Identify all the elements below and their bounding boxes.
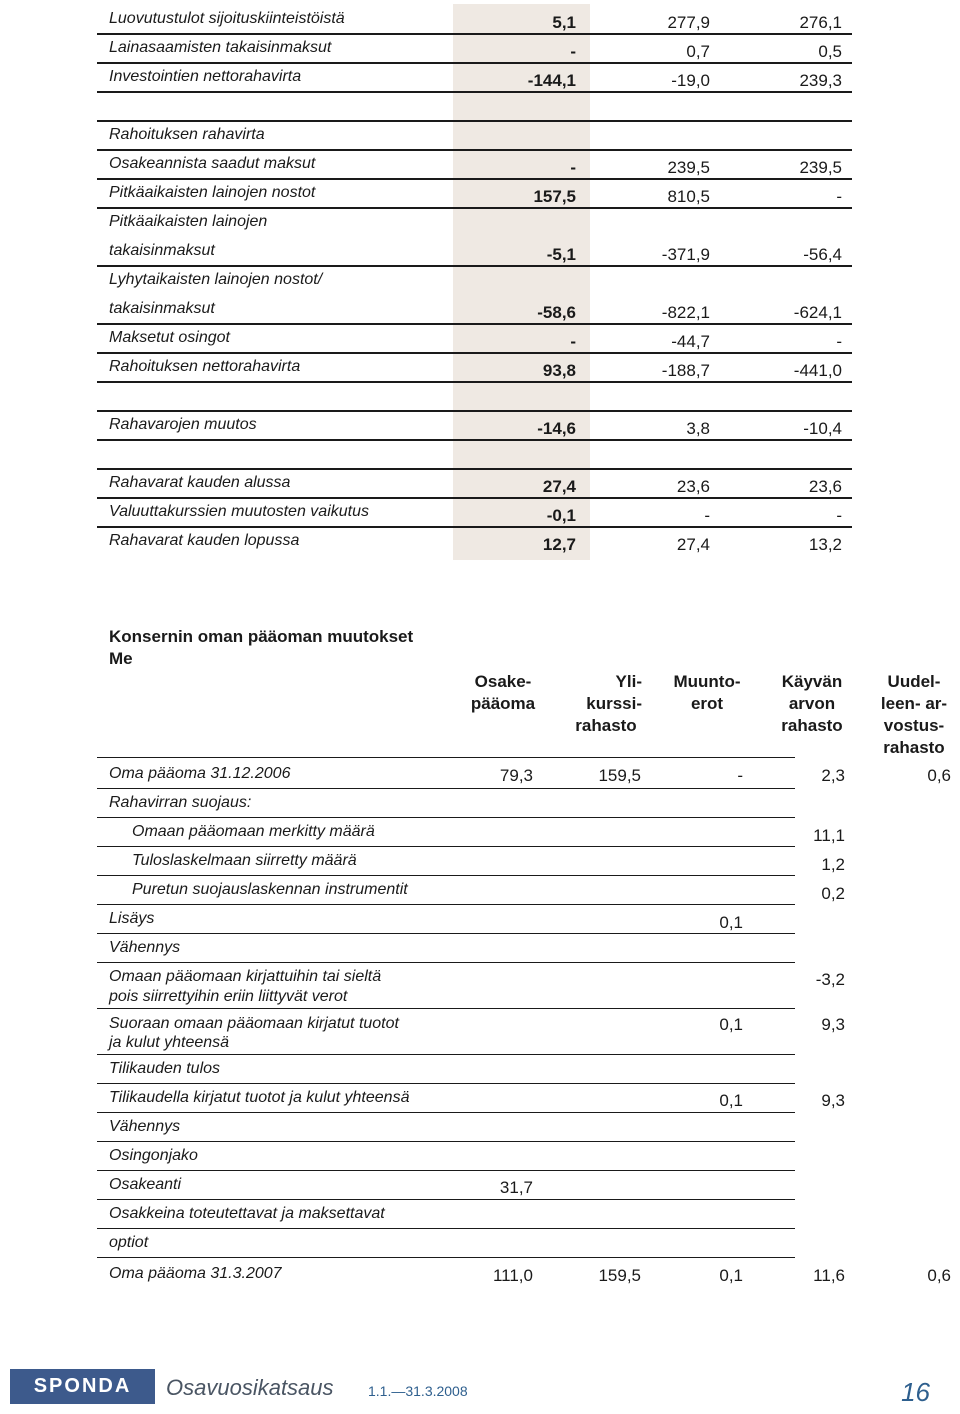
table-row bbox=[0, 1142, 960, 1171]
value-year: 239,3 bbox=[799, 71, 842, 90]
value-current: -58,6 bbox=[537, 303, 576, 322]
table-row bbox=[0, 1113, 960, 1142]
row-label: Tilikauden tulos bbox=[109, 1060, 221, 1077]
row-label: Osakeannista saadut maksut bbox=[109, 155, 316, 172]
logo-text: SPONDA bbox=[33, 1375, 132, 1397]
table-row bbox=[0, 963, 960, 1009]
equity-table-title bbox=[109, 626, 413, 670]
value-year: 239,5 bbox=[799, 158, 842, 177]
header-line: Käyvän bbox=[781, 672, 843, 691]
row-label: Maksetut osingot bbox=[109, 329, 230, 346]
value-prior: -371,9 bbox=[661, 245, 710, 264]
row-label: takaisinmaksut bbox=[109, 300, 215, 317]
row-label: Lainasaamisten takaisinmaksut bbox=[109, 39, 332, 56]
value-year: 23,6 bbox=[808, 477, 842, 496]
table-row bbox=[0, 1258, 960, 1287]
table-row bbox=[0, 236, 960, 265]
value-prior: 239,5 bbox=[667, 158, 710, 177]
value-prior: -822,1 bbox=[661, 303, 710, 322]
row-label: Luovutustulot sijoituskiinteistöistä bbox=[109, 10, 345, 27]
value-fair-value: 2,3 bbox=[821, 766, 845, 785]
value-year: 276,1 bbox=[799, 13, 842, 32]
value-prior: - bbox=[704, 506, 710, 525]
row-label-continued: pois siirrettyihin eriin liittyvät verot bbox=[109, 988, 348, 1005]
report-title: Osavuosikatsaus bbox=[166, 1375, 334, 1400]
row-label: Pitkäaikaisten lainojen nostot bbox=[109, 184, 316, 201]
value-prior: 277,9 bbox=[667, 13, 710, 32]
value-current: -0,1 bbox=[546, 506, 576, 525]
row-label: Puretun suojauslaskennan instrumentit bbox=[132, 881, 408, 898]
row-label: Osakkeina toteutettavat ja maksettavat bbox=[109, 1205, 385, 1222]
column-header-translation bbox=[666, 671, 748, 715]
row-label-continued: ja kulut yhteensä bbox=[109, 1034, 230, 1051]
table-row bbox=[0, 4, 960, 33]
header-line: kurssi- bbox=[586, 694, 642, 713]
value-year: -10,4 bbox=[803, 419, 842, 438]
value-prior: 0,7 bbox=[686, 42, 710, 61]
value-current: 12,7 bbox=[542, 535, 576, 554]
row-label: Rahavarat kauden alussa bbox=[109, 474, 291, 491]
value-prior: 3,8 bbox=[686, 419, 710, 438]
table-row bbox=[0, 178, 960, 207]
header-line: Muunto- bbox=[673, 672, 741, 691]
value-fair-value: -3,2 bbox=[815, 970, 845, 989]
row-label: Rahoituksen nettorahavirta bbox=[109, 358, 301, 375]
table-row bbox=[0, 294, 960, 323]
value-year: - bbox=[836, 506, 842, 525]
header-line: rahasto bbox=[781, 716, 843, 735]
value-fair-value: 0,2 bbox=[821, 884, 845, 903]
table-row bbox=[0, 1009, 960, 1055]
header-line: pääoma bbox=[470, 694, 536, 713]
column-header-revaluation bbox=[872, 671, 956, 759]
value-fair-value: 9,3 bbox=[821, 1015, 845, 1034]
row-label: Lyhytaikaisten lainojen nostot/ bbox=[109, 271, 323, 288]
row-label: Suoraan omaan pääomaan kirjatut tuotot bbox=[109, 1015, 399, 1032]
value-current: 27,4 bbox=[542, 477, 576, 496]
header-line: arvon bbox=[788, 694, 836, 713]
row-label: Tilikaudella kirjatut tuotot ja kulut yhteensä bbox=[109, 1089, 410, 1106]
table-row bbox=[0, 91, 960, 120]
value-prior: 810,5 bbox=[667, 187, 710, 206]
value-prior: -188,7 bbox=[661, 361, 710, 380]
unit-line: Me bbox=[109, 649, 133, 668]
value-current: - bbox=[570, 42, 576, 61]
value-fair-value: 9,3 bbox=[821, 1091, 845, 1110]
table-row bbox=[0, 149, 960, 178]
header-line: erot bbox=[690, 694, 724, 713]
table-row bbox=[0, 468, 960, 497]
row-label: Rahavarojen muutos bbox=[109, 416, 257, 433]
value-translation: - bbox=[737, 766, 743, 785]
table-row bbox=[0, 439, 960, 468]
value-prior: -44,7 bbox=[671, 332, 710, 351]
row-label: Omaan pääomaan kirjattuihin tai sieltä bbox=[109, 968, 382, 985]
header-divider bbox=[97, 757, 795, 758]
value-fair-value: 11,6 bbox=[813, 1266, 845, 1285]
table-row bbox=[0, 33, 960, 62]
row-label: Rahavirran suojaus: bbox=[109, 794, 252, 811]
sponda-logo bbox=[10, 1369, 155, 1404]
table-row bbox=[0, 1055, 960, 1084]
row-label: Vähennys bbox=[109, 1118, 181, 1135]
row-label: optiot bbox=[109, 1234, 149, 1251]
row-label: Oma pääoma 31.12.2006 bbox=[109, 765, 291, 782]
value-revaluation: 0,6 bbox=[927, 1266, 951, 1285]
row-label: Rahavarat kauden lopussa bbox=[109, 532, 300, 549]
table-row bbox=[0, 847, 960, 876]
value-year: 13,2 bbox=[808, 535, 842, 554]
value-current: -5,1 bbox=[546, 245, 576, 264]
page-number: 16 bbox=[901, 1377, 930, 1407]
column-header-fair-value bbox=[772, 671, 852, 737]
row-label: Valuuttakurssien muutosten vaikutus bbox=[109, 503, 369, 520]
value-prior: 27,4 bbox=[676, 535, 710, 554]
value-year: -56,4 bbox=[803, 245, 842, 264]
value-translation: 0,1 bbox=[719, 1015, 743, 1034]
row-label: Lisäys bbox=[109, 910, 155, 927]
table-row bbox=[0, 323, 960, 352]
value-prior: -19,0 bbox=[671, 71, 710, 90]
value-current: -144,1 bbox=[527, 71, 576, 90]
value-year: 0,5 bbox=[818, 42, 842, 61]
value-translation: 0,1 bbox=[719, 1266, 743, 1285]
table-row bbox=[0, 1084, 960, 1113]
table-row bbox=[0, 410, 960, 439]
header-line: vostus- bbox=[883, 716, 945, 735]
value-share-capital: 111,0 bbox=[492, 1266, 533, 1285]
row-label: takaisinmaksut bbox=[109, 242, 215, 259]
value-share-premium: 159,5 bbox=[598, 1266, 641, 1285]
value-share-capital: 31,7 bbox=[499, 1178, 533, 1197]
value-fair-value: 11,1 bbox=[813, 826, 845, 845]
row-label: Oma pääoma 31.3.2007 bbox=[109, 1265, 282, 1282]
title-line: Konsernin oman pääoman muutokset bbox=[109, 627, 414, 646]
table-row bbox=[0, 934, 960, 963]
value-share-capital: 79,3 bbox=[499, 766, 533, 785]
value-revaluation: 0,6 bbox=[927, 766, 951, 785]
row-label: Tuloslaskelmaan siirretty määrä bbox=[132, 852, 357, 869]
table-row bbox=[0, 1171, 960, 1200]
table-row bbox=[0, 789, 960, 818]
value-current: 157,5 bbox=[533, 187, 576, 206]
column-header-share-premium bbox=[566, 671, 646, 737]
value-current: - bbox=[570, 332, 576, 351]
value-current: 93,8 bbox=[542, 361, 576, 380]
cashflow-table bbox=[0, 0, 960, 560]
table-row bbox=[0, 120, 960, 149]
table-row bbox=[0, 62, 960, 91]
row-label: Rahoituksen rahavirta bbox=[109, 126, 265, 143]
value-share-premium: 159,5 bbox=[598, 766, 641, 785]
value-translation: 0,1 bbox=[719, 913, 743, 932]
table-row bbox=[0, 1229, 960, 1258]
row-label: Osingonjako bbox=[109, 1147, 198, 1164]
row-label: Osakeanti bbox=[109, 1176, 182, 1193]
row-label: Pitkäaikaisten lainojen bbox=[109, 213, 268, 230]
table-row bbox=[0, 1200, 960, 1229]
row-label: Vähennys bbox=[109, 939, 181, 956]
table-row bbox=[0, 818, 960, 847]
header-line: rahasto bbox=[575, 716, 637, 735]
value-year: - bbox=[836, 332, 842, 351]
value-year: -624,1 bbox=[793, 303, 842, 322]
table-row bbox=[0, 381, 960, 410]
table-row bbox=[0, 265, 960, 294]
value-current: -14,6 bbox=[537, 419, 576, 438]
table-row bbox=[0, 352, 960, 381]
header-line: rahasto bbox=[883, 738, 945, 757]
value-fair-value: 1,2 bbox=[821, 855, 845, 874]
header-line: Osake- bbox=[474, 672, 532, 691]
header-line: Yli- bbox=[615, 672, 642, 691]
value-current: - bbox=[570, 158, 576, 177]
table-row bbox=[0, 207, 960, 236]
value-year: - bbox=[836, 187, 842, 206]
report-period: 1.1.—31.3.2008 bbox=[368, 1383, 468, 1399]
value-translation: 0,1 bbox=[719, 1091, 743, 1110]
value-prior: 23,6 bbox=[676, 477, 710, 496]
value-year: -441,0 bbox=[793, 361, 842, 380]
row-label: Investointien nettorahavirta bbox=[109, 68, 302, 85]
header-line: leen- ar- bbox=[880, 694, 948, 713]
header-line: Uudel- bbox=[887, 672, 941, 691]
value-current: 5,1 bbox=[552, 13, 576, 32]
table-row bbox=[0, 760, 960, 789]
table-row bbox=[0, 876, 960, 905]
table-row bbox=[0, 497, 960, 526]
table-row bbox=[0, 526, 960, 555]
column-header-share-capital bbox=[465, 671, 541, 715]
table-row bbox=[0, 905, 960, 934]
row-label: Omaan pääomaan merkitty määrä bbox=[132, 823, 375, 840]
